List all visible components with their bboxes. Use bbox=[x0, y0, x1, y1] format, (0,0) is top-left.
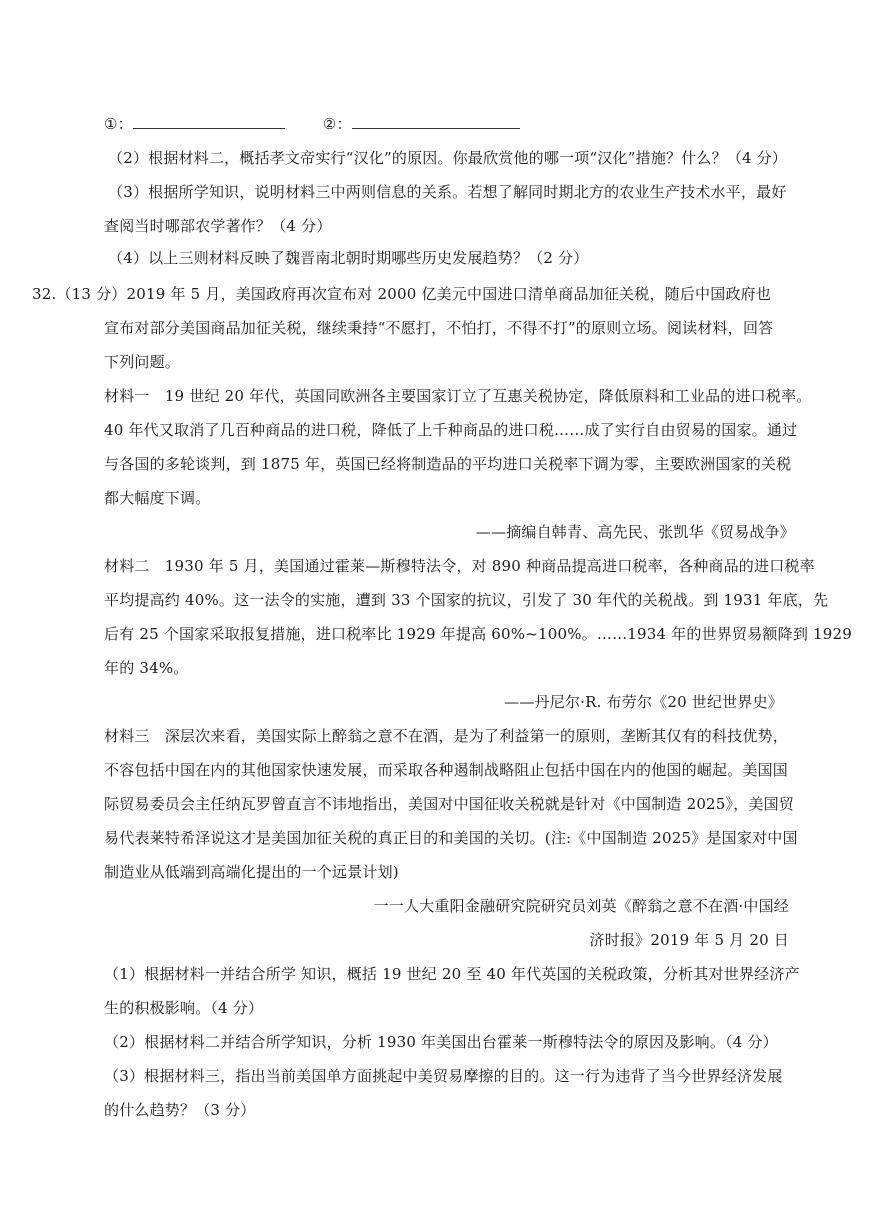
material2-line4: 年的 34%。 bbox=[104, 659, 189, 677]
material1-line1: 材料一 19 世纪 20 年代，英国同欧洲各主要国家订立了互惠关税协定，降低原料和工业品的进口税率。 bbox=[104, 387, 812, 405]
blank-label-1: ①： bbox=[104, 115, 133, 133]
material3-source-line1: 一一人大重阳金融研究院研究员刘英《醉翁之意不在酒·中国经 bbox=[373, 897, 789, 915]
q32-intro-line2: 宣布对部分美国商品加征关税，继续秉持“不愿打，不怕打，不得不打”的原则立场。阅读材料，回答 bbox=[104, 319, 774, 337]
q32-sub1-line2: 生的积极影响。（4 分） bbox=[104, 999, 264, 1017]
material2-line1: 材料二 1930 年 5 月，美国通过霍莱—斯穆特法令，对 890 种商品提高进口税率，各种商品的进口税率 bbox=[104, 557, 815, 575]
q32-sub3-line2: 的什么趋势？（3 分） bbox=[104, 1101, 256, 1119]
q32-intro-line1: 32.（13 分）2019 年 5 月，美国政府再次宣布对 2000 亿美元中国进口清单商品加征关税，随后中国政府也 bbox=[32, 285, 772, 303]
material3-line3: 际贸易委员会主任纳瓦罗曾直言不讳地指出，美国对中国征收关税就是针对《中国制造 2025》，美国贸 bbox=[104, 795, 795, 813]
material2-source: ——丹尼尔·R. 布劳尔《20 世纪世界史》 bbox=[504, 693, 783, 711]
q32-sub1-line1: （1）根据材料一并结合所学 知识，概括 19 世纪 20 至 40 年代英国的关税政策，分析其对世界经济产 bbox=[104, 965, 800, 983]
material1-line4: 都大幅度下调。 bbox=[104, 489, 211, 507]
q31-sub3-line2: 查阅当时哪部农学著作？（4 分） bbox=[104, 217, 332, 235]
q31-sub2: （2）根据材料二，概括孝文帝实行“汉化”的原因。你最欣赏他的哪一项“汉化”措施？什么？（4 分） bbox=[108, 149, 788, 167]
material2-line3: 后有 25 个国家采取报复措施，进口税率比 1929 年提高 60%~100%。……1934 年的世界贸易额降到 1929 bbox=[104, 625, 852, 643]
material3-line1: 材料三 深层次来看，美国实际上醉翁之意不在酒，是为了利益第一的原则，垄断其仅有的科技优势， bbox=[104, 727, 789, 745]
q31-sub4: （4）以上三则材料反映了魏晋南北朝时期哪些历史发展趋势？（2 分） bbox=[108, 249, 589, 267]
material3-source-line2: 济时报》2019 年 5 月 20 日 bbox=[589, 931, 789, 949]
blank-label-2: ②： bbox=[322, 115, 352, 133]
answer-blank-2[interactable] bbox=[352, 114, 520, 129]
material3-line5: 制造业从低端到高端化提出的一个远景计划) bbox=[104, 863, 399, 881]
material1-line2: 40 年代又取消了几百种商品的进口税，降低了上千种商品的进口税……成了实行自由贸易的国家。通过 bbox=[104, 421, 798, 439]
q32-intro-line3: 下列问题。 bbox=[104, 353, 181, 371]
material3-line2: 不容包括中国在内的其他国家快速发展，而采取各种遏制战略阻止包括中国在内的他国的崛起。美国国 bbox=[104, 761, 789, 779]
material3-line4: 易代表莱特希泽说这才是美国加征关税的真正目的和美国的关切。(注:《中国制造 2025》是国家对中国 bbox=[104, 829, 798, 847]
answer-blank-1[interactable] bbox=[133, 114, 285, 129]
q32-sub3-line1: （3）根据材料三，指出当前美国单方面挑起中美贸易摩擦的目的。这一行为违背了当今世界经济发展 bbox=[104, 1067, 783, 1085]
q31-sub3-line1: （3）根据所学知识，说明材料三中两则信息的关系。若想了解同时期北方的农业生产技术水平，最好 bbox=[108, 183, 787, 201]
material1-source: ——摘编自韩青、高先民、张凯华《贸易战争》 bbox=[475, 523, 795, 541]
answer-blank-row bbox=[104, 114, 520, 134]
material2-line2: 平均提高约 40%。这一法令的实施，遭到 33 个国家的抗议，引发了 30 年代的关税战。到 1931 年底，先 bbox=[104, 591, 829, 609]
q32-sub2: （2）根据材料二并结合所学知识，分析 1930 年美国出台霍莱一斯穆特法令的原因及影响。（4 分） bbox=[104, 1033, 778, 1051]
material1-line3: 与各国的多轮谈判，到 1875 年，英国已经将制造品的平均进口关税率下调为零，主要欧洲国家的关税 bbox=[104, 455, 792, 473]
